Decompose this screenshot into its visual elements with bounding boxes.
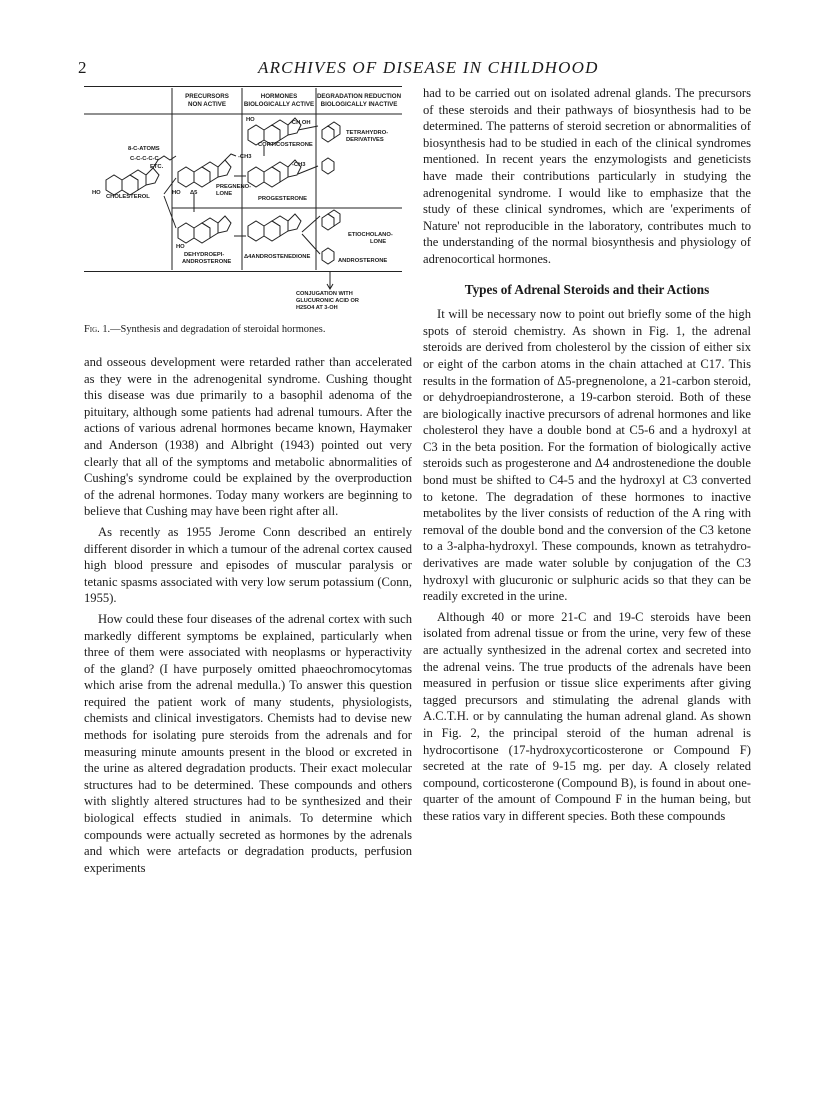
- tetrahydro-label-2: DERIVATIVES: [346, 137, 384, 143]
- arrow-chol-dhea: [164, 196, 176, 228]
- left-paragraph-3: How could these four diseases of the adrenal cortex with such markedly different symptoms be explained, particularly when three of them were associated with neoplasms or hyperactivity of the gland? (I have purposely omitted phaeochromocytomas which arise from the adrenal medulla.) To answer this question required the patient work of many students, physiologists, chemists and clinical investigators. Chemists had to devise new methods for isolating pure steroids from the adrenals and for measuring minute amounts present in the blood or excreted in the urine as altered degradation products. Their exact molecular structures had to be determined. These compounds and others with slightly altered structures had to be synthesized and their biological effects studied in animals. To determine which compounds were actually secreted as hormones by the adrenals and which were artefacts or degradation products, perfusion experiments: [84, 611, 412, 875]
- running-title: ARCHIVES OF DISEASE IN CHILDHOOD: [258, 58, 599, 77]
- page-number: 2: [78, 58, 87, 77]
- conjugation-note: [296, 291, 359, 312]
- etiocholano-label-1: ETIOCHOLANO-: [348, 232, 393, 238]
- etiocholanolone-structure: [322, 210, 340, 264]
- hormones-subtitle: BIOLOGICALLY ACTIVE: [243, 101, 315, 108]
- col-degradation-header: [316, 93, 402, 109]
- ho-cholesterol: HO: [92, 190, 101, 196]
- left-column: [84, 354, 412, 876]
- dhea-label-2: ANDROSTERONE: [182, 259, 232, 265]
- left-paragraph-1: and osseous development were retarded rather than accelerated as they were in the adrenogenital syndrome. Cushing thought this disease was due primarily to a basophil adenoma of the pituitary, although some patients had adrenal tumours. After the actions of various adrenal hormones became known, Haymaker and Anderson (1938) and Albright (1943) pointed out very clearly that all of the symptoms and metabolic abnormalities of Cushing's syndrome could be explained by the overproduction of the adrenal hormones. Today many workers are beginning to believe that Cushing may have been right after all.: [84, 355, 412, 519]
- hormones-title: HORMONES: [260, 93, 298, 100]
- tetrahydro-label-1: TETRAHYDRO-: [346, 130, 389, 136]
- degradation-title: DEGRADATION REDUCTION: [316, 93, 402, 100]
- conjugation-line-1: CONJUGATION WITH: [296, 291, 353, 297]
- androstenedione-label: Δ4ANDROSTENEDIONE: [244, 254, 311, 260]
- col-precursors-header: [172, 93, 242, 109]
- right-paragraph-2: It will be necessary now to point out briefly some of the high spots of steroid chemistry. As shown in Fig. 1, the adrenal steroids are derived from cholesterol by the cission of either six or eight of the carbon atoms in the chain attached at C17. This results in the formation of Δ5-pregnenolone, a 21-carbon steroid, or dehydroepiandrosterone, a 19-carbon steroid. Both of these are biologically inactive precursors of adrenal hormones and like cholesterol they have a double bond at C5-6 and a hydroxyl at C3 in the beta position. For the formation of biologically active steroids such as progesterone and Δ4 androstenedione the double bond must be shifted to C4-5 and the hydroxyl at C3 converted to ketone. The degradation of these hormones to inactive metabolites by the liver consists of reduction of the A ring with removal of the double bond and the conversion of the C3 ketone to a 3-alpha-hydroxyl. These compounds, known as tetrahydro-derivatives are made water soluble by conjugation of the C3 hydroxyl with glucuronic or sulphuric acids so that they can be readily excreted in the urine.: [423, 307, 751, 604]
- pregnenolone-structure: [178, 154, 236, 187]
- cholesterol-label: CHOLESTEROL: [106, 194, 150, 200]
- pregnenolone-label-1: PREGNENO-: [216, 184, 252, 190]
- delta5-label: Δ5: [190, 190, 198, 196]
- ch3-preg-label: -CH3: [238, 154, 252, 160]
- carbon-atoms-label: 8-C-ATOMS: [128, 146, 160, 152]
- precursors-subtitle: NON ACTIVE: [188, 101, 226, 108]
- arrow-andro-etio: [302, 216, 320, 232]
- right-column: [423, 85, 751, 825]
- ho-dhea: HO: [176, 244, 185, 250]
- dhea-label-1: DEHYDROEPI-: [184, 252, 225, 258]
- arrow-andro-andros: [302, 234, 320, 254]
- section-heading: Types of Adrenal Steroids and their Actions: [464, 281, 710, 297]
- figure-caption: [84, 324, 412, 335]
- etiocholano-label-2: LONE: [370, 239, 387, 245]
- conjugation-line-2: GLUCURONIC ACID OR: [296, 298, 359, 304]
- degradation-subtitle: BIOLOGICALLY INACTIVE: [320, 101, 398, 108]
- progesterone-label: PROGESTERONE: [258, 196, 307, 202]
- right-paragraph-3: Although 40 or more 21-C and 19-C steroids have been isolated from adrenal tissue or from the urine, very few of these are actually synthesized in the adrenal cortex and secreted into the adrenal veins. The true products of the adrenals have been measured in perfusion or tissue slice experiments after giving tagged precursors and stimulating the adrenal glands with A.C.T.H. or by cannulating the human adrenal gland. As shown in Fig. 2, the principal steroid of the human adrenal is hydrocortisone (17-hydroxycorticosterone or Compound F) secreted at the rate of 9-15 mg. per day. A closely related compound, corticosterone (Compound B), is found in about one-quarter of the amount of Compound F in the human being, but these ratios vary in different species. Both these compounds: [423, 609, 751, 823]
- figure-1: [84, 86, 412, 335]
- col-hormones-header: [242, 93, 316, 109]
- pregnenolone-label-2: LONE: [216, 191, 233, 197]
- left-paragraph-2: As recently as 1955 Jerome Conn described an entirely different disorder in which a tumour of the adrenal cortex caused high blood pressure and episodes of muscular paralysis or tetanic spasms associated with very low serum potassium (Conn, 1955).: [84, 524, 412, 606]
- tetrahydro-structure: [322, 122, 340, 174]
- androsterone-label: ANDROSTERONE: [338, 258, 388, 264]
- ho-pregnenolone: HO: [172, 190, 181, 196]
- ch-oh-label: -CH OH: [290, 120, 311, 126]
- dehydroepiandrosterone-structure: [178, 216, 231, 243]
- right-paragraph-1: had to be carried out on isolated adrenal glands. The precursors of these steroids and their pathways of biosynthesis had to be determined. The patterns of steroid secretion or abnormalities of biosynthesis had to be studied in each of the clinical syndromes mentioned. In recent years the enzymologists and geneticists have made their contributions particularly in studying the adrenogenital syndrome. I would like to emphasize that the study of these clinical syndromes, which are 'experiments of Nature' not reproducible in the laboratory, contributes much to the understanding of the normal biosynthesis and physiology of adrenocortical hormones.: [423, 86, 751, 266]
- corticosterone-label: CORTICOSTERONE: [258, 142, 313, 148]
- ch3-prog-label: -CH3: [292, 162, 306, 168]
- androstenedione-structure: [248, 214, 301, 241]
- ho-corticosterone: HO: [246, 117, 255, 123]
- conjugation-line-3: H2SO4 AT 3-OH: [296, 305, 338, 311]
- etc-label: ETC.: [150, 164, 164, 170]
- chain-label: C-C-C-C-C: [130, 156, 159, 162]
- precursors-title: PRECURSORS: [185, 93, 229, 100]
- figure-caption-text: —Synthesis and degradation of steroidal hormones.: [110, 324, 326, 335]
- figure-caption-label: Fig. 1.: [84, 324, 111, 335]
